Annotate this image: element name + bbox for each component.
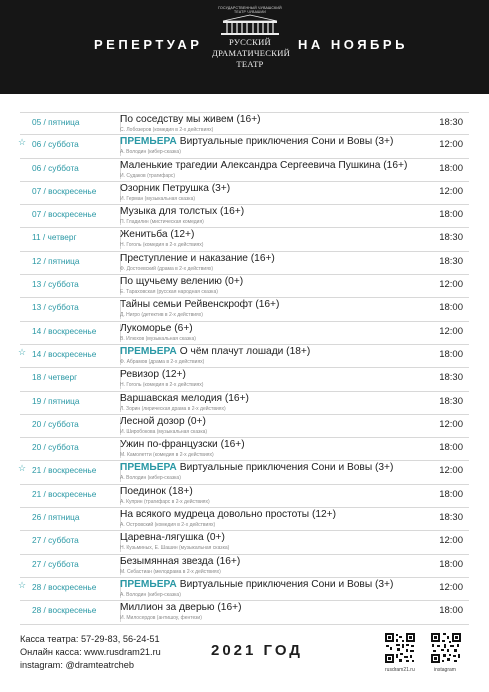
show-title-text: Царевна-лягушка (0+) bbox=[120, 532, 225, 544]
show-date: 27 / суббота bbox=[32, 558, 79, 569]
show-time: 18:30 bbox=[439, 395, 463, 407]
show-title bbox=[120, 346, 310, 357]
logo-name-3: ТЕАТР bbox=[236, 59, 264, 69]
show-title bbox=[120, 556, 240, 567]
show-time: 12:00 bbox=[439, 465, 463, 477]
show-row bbox=[20, 508, 469, 531]
show-time: 18:00 bbox=[439, 442, 463, 454]
repertoire-table bbox=[20, 112, 469, 625]
show-row bbox=[20, 298, 469, 321]
show-row bbox=[20, 182, 469, 205]
show-title bbox=[120, 509, 336, 520]
show-author-genre: Ф. Абрамов (драма в 2-х действиях) bbox=[120, 358, 205, 365]
show-title bbox=[120, 253, 275, 264]
show-time: 18:00 bbox=[439, 488, 463, 500]
show-date: 21 / воскресенье bbox=[32, 465, 97, 476]
show-title-text: Варшавская мелодия (16+) bbox=[120, 392, 249, 404]
show-title-text: По щучьему велению (0+) bbox=[120, 276, 244, 288]
show-time: 12:00 bbox=[439, 581, 463, 593]
show-author-genre: П. Гладилин (мистическая комедия) bbox=[120, 219, 204, 226]
show-row bbox=[20, 578, 469, 601]
show-title bbox=[120, 579, 393, 590]
box-office-phones: Касса театра: 57-29-83, 56-24-51 bbox=[20, 634, 160, 644]
show-time: 12:00 bbox=[439, 279, 463, 291]
theatre-logo bbox=[212, 6, 291, 88]
online-box-office[interactable]: Онлайн касса: www.rusdram21.ru bbox=[20, 647, 161, 657]
show-title-text: Лукоморье (6+) bbox=[120, 322, 193, 334]
show-title-text: Музыка для толстых (16+) bbox=[120, 206, 245, 218]
show-title bbox=[120, 486, 193, 497]
show-title-text: Виртуальные приключения Сони и Вовы (3+) bbox=[179, 136, 394, 148]
show-date: 28 / воскресенье bbox=[32, 581, 97, 592]
show-time: 18:30 bbox=[439, 512, 463, 524]
show-date: 13 / суббота bbox=[32, 302, 79, 313]
show-title bbox=[120, 393, 249, 404]
show-title-text: Безымянная звезда (16+) bbox=[120, 555, 241, 567]
show-row bbox=[20, 438, 469, 461]
show-date: 20 / суббота bbox=[32, 418, 79, 429]
show-row bbox=[20, 368, 469, 391]
show-title bbox=[120, 276, 243, 287]
show-title bbox=[120, 299, 279, 310]
show-title bbox=[120, 136, 393, 147]
show-title-text: Маленькие трагедии Александра Сергеевича Пушкина (16+) bbox=[120, 159, 408, 171]
show-time: 18:30 bbox=[439, 232, 463, 244]
premiere-badge: ПРЕМЬЕРА bbox=[120, 345, 177, 357]
qr-instagram-label: instagram bbox=[434, 667, 456, 673]
show-date: 20 / суббота bbox=[32, 442, 79, 453]
star-icon: ☆ bbox=[18, 463, 27, 474]
show-date: 07 / воскресенье bbox=[32, 185, 97, 196]
show-date: 19 / пятница bbox=[32, 395, 80, 406]
show-title bbox=[120, 160, 407, 171]
show-time: 18:30 bbox=[439, 372, 463, 384]
show-title bbox=[120, 462, 393, 473]
show-author-genre: Н. Гоголь (комедия в 2-х действиях) bbox=[120, 382, 204, 389]
show-title-text: Миллион за дверью (16+) bbox=[120, 602, 242, 614]
show-date: 14 / воскресенье bbox=[32, 325, 97, 336]
show-time: 12:00 bbox=[439, 325, 463, 337]
show-author-genre: С. Лобозеров (комедия в 2-х действиях) bbox=[120, 127, 214, 133]
star-icon: ☆ bbox=[18, 579, 27, 590]
show-time: 12:00 bbox=[439, 185, 463, 197]
premiere-badge: ПРЕМЬЕРА bbox=[120, 136, 177, 148]
show-title bbox=[120, 206, 244, 217]
show-date: 07 / воскресенье bbox=[32, 209, 97, 220]
show-author-genre: А. Куприн (трагифарс в 2-х действиях) bbox=[120, 498, 210, 505]
show-title bbox=[120, 114, 261, 125]
repertoire-title: РЕПЕРТУАР bbox=[94, 37, 203, 52]
premiere-badge: ПРЕМЬЕРА bbox=[120, 578, 177, 590]
show-author-genre: И. Герман (музыкальная сказка) bbox=[120, 195, 196, 202]
show-time: 18:00 bbox=[439, 558, 463, 570]
show-row bbox=[20, 415, 469, 438]
show-title-text: Озорник Петрушка (3+) bbox=[120, 182, 231, 194]
show-date: 14 / воскресенье bbox=[32, 348, 97, 359]
show-author-genre: Ф. Достоевский (драма в 2-х действиях) bbox=[120, 265, 214, 272]
show-title-text: О чём плачут лошади (18+) bbox=[179, 345, 311, 357]
show-title bbox=[120, 183, 230, 194]
show-author-genre: А. Володин (кибер-сказка) bbox=[120, 475, 181, 482]
show-title bbox=[120, 369, 186, 380]
show-author-genre: А. Володин (кибер-сказка) bbox=[120, 591, 181, 598]
show-time: 18:30 bbox=[439, 117, 463, 128]
show-author-genre: Н. Кузьминых, Е. Шашин (музыкальная сказка) bbox=[120, 545, 230, 552]
show-time: 18:00 bbox=[439, 348, 463, 360]
show-author-genre: А. Островский (комедия в 2-х действиях) bbox=[120, 522, 216, 529]
show-title-text: На всякого мудреца довольно простоты (12+) bbox=[120, 509, 337, 521]
show-author-genre: Е. Тараховская (русская народная сказка) bbox=[120, 289, 218, 296]
show-time: 12:00 bbox=[439, 139, 463, 151]
show-row bbox=[20, 159, 469, 182]
show-title-text: Лесной дозор (0+) bbox=[120, 415, 206, 427]
logo-caption-2: ТЕАТР ЧУВАШИИ bbox=[234, 10, 266, 14]
show-title bbox=[120, 416, 206, 427]
show-row bbox=[20, 135, 469, 158]
show-title-text: Женитьба (12+) bbox=[120, 229, 195, 241]
qr-code-site[interactable] bbox=[384, 632, 416, 664]
show-row bbox=[20, 485, 469, 508]
show-row bbox=[20, 275, 469, 298]
show-title bbox=[120, 532, 225, 543]
show-date: 26 / пятница bbox=[32, 512, 80, 523]
logo-name-2: ДРАМАТИЧЕСКИЙ bbox=[212, 48, 291, 58]
logo-caption-1: ГОСУДАРСТВЕННЫЙ ЧУВАШСКИЙ bbox=[218, 6, 282, 10]
month-title: НА НОЯБРЬ bbox=[298, 37, 408, 52]
show-row bbox=[20, 228, 469, 251]
show-title bbox=[120, 323, 193, 334]
show-time: 12:00 bbox=[439, 418, 463, 430]
show-author-genre: М. Себастиан (мелодрама в 2-х действиях) bbox=[120, 568, 221, 575]
show-time: 18:00 bbox=[439, 302, 463, 314]
show-date: 13 / суббота bbox=[32, 279, 79, 290]
show-date: 28 / воскресенье bbox=[32, 605, 97, 616]
show-author-genre: М. Камолетти (комедия в 2-х действиях) bbox=[120, 452, 214, 459]
show-row bbox=[20, 345, 469, 368]
show-title-text: Поединок (18+) bbox=[120, 485, 193, 497]
show-row bbox=[20, 112, 469, 135]
show-row bbox=[20, 392, 469, 415]
show-title bbox=[120, 229, 194, 240]
show-date: 06 / суббота bbox=[32, 162, 79, 173]
show-title-text: Преступление и наказание (16+) bbox=[120, 252, 275, 264]
show-author-genre: Н. Гоголь (комедия в 2-х действиях) bbox=[120, 242, 204, 249]
show-date: 11 / четверг bbox=[32, 232, 77, 243]
show-row bbox=[20, 322, 469, 345]
show-title-text: Виртуальные приключения Сони и Вовы (3+) bbox=[179, 462, 394, 474]
show-time: 12:00 bbox=[439, 535, 463, 547]
header bbox=[0, 0, 489, 94]
show-author-genre: И. Судаков (трагифарс) bbox=[120, 172, 176, 179]
show-date: 27 / суббота bbox=[32, 535, 79, 546]
show-date: 21 / воскресенье bbox=[32, 488, 97, 499]
show-title-text: Ужин по-французски (16+) bbox=[120, 439, 245, 451]
show-title-text: По соседству мы живем (16+) bbox=[120, 114, 261, 125]
show-title-text: Тайны семьи Рейвенскрофт (16+) bbox=[120, 299, 280, 311]
show-row bbox=[20, 531, 469, 554]
qr-code-instagram[interactable] bbox=[430, 632, 462, 664]
show-date: 18 / четверг bbox=[32, 372, 78, 383]
qr-site-label: rusdram21.ru bbox=[385, 667, 415, 673]
show-title-text: Виртуальные приключения Сони и Вовы (3+) bbox=[179, 578, 394, 590]
show-author-genre: И. Широбокова (музыкальная сказка) bbox=[120, 428, 208, 435]
show-time: 18:30 bbox=[439, 255, 463, 267]
show-author-genre: Л. Зорин (лирическая драма в 2-х действиях) bbox=[120, 405, 226, 412]
show-author-genre: А. Володин (кибер-сказка) bbox=[120, 149, 181, 156]
show-time: 18:00 bbox=[439, 209, 463, 221]
premiere-badge: ПРЕМЬЕРА bbox=[120, 462, 177, 474]
show-title bbox=[120, 602, 241, 613]
star-icon: ☆ bbox=[18, 346, 27, 357]
show-date: 12 / пятница bbox=[32, 255, 80, 266]
show-title bbox=[120, 439, 245, 450]
show-date: 06 / суббота bbox=[32, 139, 79, 150]
year-label: 2021 ГОД bbox=[211, 642, 303, 659]
theatre-building-icon bbox=[219, 14, 281, 36]
show-time: 18:00 bbox=[439, 162, 463, 174]
show-time: 18:00 bbox=[439, 605, 463, 617]
show-row bbox=[20, 461, 469, 484]
show-row bbox=[20, 601, 469, 624]
show-title-text: Ревизор (12+) bbox=[120, 369, 186, 381]
show-row bbox=[20, 252, 469, 275]
show-row bbox=[20, 205, 469, 228]
show-row bbox=[20, 555, 469, 578]
instagram-handle[interactable]: instagram: @dramteatrcheb bbox=[20, 660, 135, 670]
contacts bbox=[20, 633, 161, 672]
show-date: 05 / пятница bbox=[32, 117, 80, 127]
logo-name-1: РУССКИЙ bbox=[229, 37, 271, 47]
show-author-genre: Д. Нигро (детектив в 2-х действиях) bbox=[120, 312, 203, 319]
show-author-genre: В. Илюхов (музыкальная сказка) bbox=[120, 335, 196, 342]
star-icon: ☆ bbox=[18, 137, 27, 148]
show-author-genre: И. Милосердов (антишоу, фентези) bbox=[120, 615, 202, 622]
